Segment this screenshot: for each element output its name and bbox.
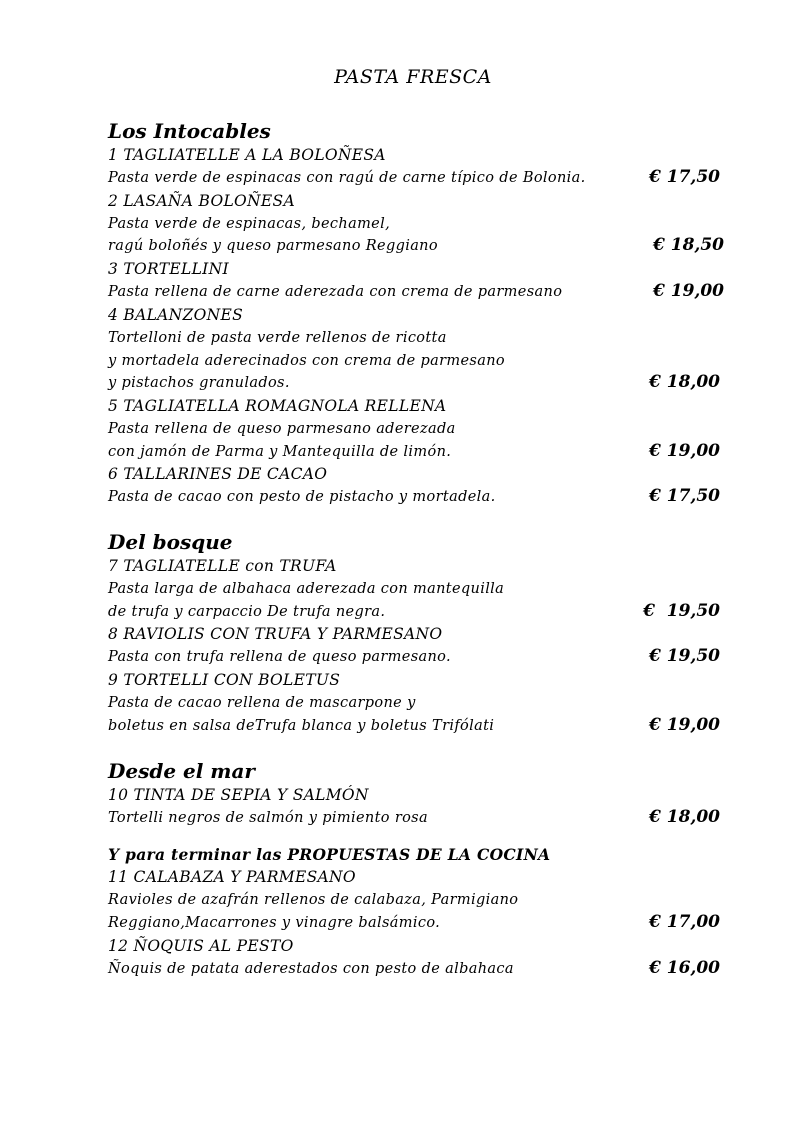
dish-item xyxy=(108,935,720,981)
dish-price: € 19,50 xyxy=(643,600,720,621)
section-heading: Desde el mar xyxy=(108,758,255,783)
dish-price: € 17,50 xyxy=(649,167,720,187)
dish-description: Ñoquis de patata aderestados con pesto de albahaca xyxy=(108,960,514,977)
dish-price: € 19,00 xyxy=(653,281,724,302)
dish-item xyxy=(108,555,720,623)
dish-description-row xyxy=(108,912,720,935)
dish-item xyxy=(108,258,724,304)
dish-description: Pasta rellena de carne aderezada con crema de parmesano xyxy=(108,284,563,301)
dish-description: Pasta con trufa rellena de queso parmesano. xyxy=(108,649,451,666)
dish-price: € 18,50 xyxy=(653,235,724,256)
dish-description: y mortadela aderecinados con crema de parmesano xyxy=(108,352,505,369)
dish-name: 1 TAGLIATELLE A LA BOLOÑESA xyxy=(108,146,386,164)
dish-description: Pasta larga de albahaca aderezada con mantequilla xyxy=(108,581,505,598)
dish-name: 5 TAGLIATELLA ROMAGNOLA RELLENA xyxy=(108,396,447,415)
dish-description: Tortelloni de pasta verde rellenos de ricotta xyxy=(108,329,447,346)
dish-description: boletus en salsa deTrufa blanca y boletus Trifólati xyxy=(108,717,495,734)
dish-item xyxy=(108,304,720,395)
dish-price: € 18,00 xyxy=(649,806,720,827)
dish-name: 4 BALANZONES xyxy=(108,305,243,324)
section-heading: Del bosque xyxy=(108,530,233,555)
dish-description: Pasta verde de espinacas, bechamel, xyxy=(108,215,391,232)
dish-description-row xyxy=(108,807,720,830)
dish-name: 8 RAVIOLIS CON TRUFA Y PARMESANO xyxy=(108,625,443,644)
dish-price: € 16,00 xyxy=(649,957,720,978)
dish-price: € 19,00 xyxy=(649,440,720,461)
section-del-bosque xyxy=(108,529,720,738)
dish-description-row xyxy=(108,958,720,981)
dish-item xyxy=(108,866,720,934)
dish-description-row xyxy=(108,372,720,395)
dish-price: € 18,00 xyxy=(649,372,720,393)
dish-description: ragú boloñés y queso parmesano Reggiano xyxy=(108,238,438,255)
dish-name: 3 TORTELLINI xyxy=(108,260,229,279)
dish-price: € 19,50 xyxy=(649,646,720,667)
section-spacer xyxy=(108,829,720,843)
dish-name: 11 CALABAZA Y PARMESANO xyxy=(108,868,356,887)
dish-description: Tortelli negros de salmón y pimiento rosa xyxy=(108,809,428,826)
dish-description-row xyxy=(108,715,720,738)
dish-description: Pasta verde de espinacas con ragú de carne típico de Bolonia. xyxy=(108,170,586,186)
dish-description: Ravioles de azafrán rellenos de calabaza, Parmigiano xyxy=(108,892,519,909)
dish-description-row xyxy=(108,167,720,190)
section-heading: Los Intocables xyxy=(108,119,271,143)
dish-item xyxy=(108,395,720,463)
dish-price: € 17,00 xyxy=(649,911,720,932)
dish-name: 12 ÑOQUIS AL PESTO xyxy=(108,936,294,955)
page-title: PASTA FRESCA xyxy=(334,66,492,88)
dish-name: 2 LASAÑA BOLOÑESA xyxy=(108,191,295,210)
dish-item xyxy=(108,623,720,669)
section-propuestas-cocina xyxy=(108,843,720,980)
section-spacer xyxy=(108,738,720,758)
dish-description: y pistachos granulados. xyxy=(108,375,290,392)
dish-description: Pasta de cacao rellena de mascarpone y xyxy=(108,695,416,712)
dish-description: de trufa y carpaccio De trufa negra. xyxy=(108,603,386,620)
dish-description: con jamón de Parma y Mantequilla de limón. xyxy=(108,443,452,460)
dish-description-row xyxy=(108,441,720,464)
section-desde-el-mar xyxy=(108,758,720,830)
dish-name: 10 TINTA DE SEPIA Y SALMÓN xyxy=(108,785,369,804)
dish-item xyxy=(108,784,720,830)
dish-item xyxy=(108,669,720,737)
dish-name: 7 TAGLIATELLE con TRUFA xyxy=(108,557,337,576)
dish-item xyxy=(108,144,720,190)
section-spacer xyxy=(108,509,720,529)
dish-description-row xyxy=(108,281,724,304)
dish-price: € 17,50 xyxy=(649,486,720,507)
dish-item xyxy=(108,190,724,258)
dish-item xyxy=(108,463,720,509)
dish-description-row xyxy=(108,601,720,624)
section-los-intocables xyxy=(108,118,724,509)
dish-description: Reggiano,Macarrones y vinagre balsámico. xyxy=(108,914,441,931)
dish-name: 9 TORTELLI CON BOLETUS xyxy=(108,671,341,690)
dish-description: Pasta de cacao con pesto de pistacho y mortadela. xyxy=(108,489,496,506)
dish-description: Pasta rellena de queso parmesano aderezada xyxy=(108,420,456,437)
menu-list xyxy=(108,118,724,980)
dish-description-row xyxy=(108,235,724,258)
dish-description-row xyxy=(108,486,720,509)
dish-name: 6 TALLARINES DE CACAO xyxy=(108,465,328,484)
section-heading: Y para terminar las PROPUESTAS DE LA COCINA xyxy=(108,845,551,865)
dish-description-row xyxy=(108,646,720,669)
dish-price: € 19,00 xyxy=(649,714,720,735)
